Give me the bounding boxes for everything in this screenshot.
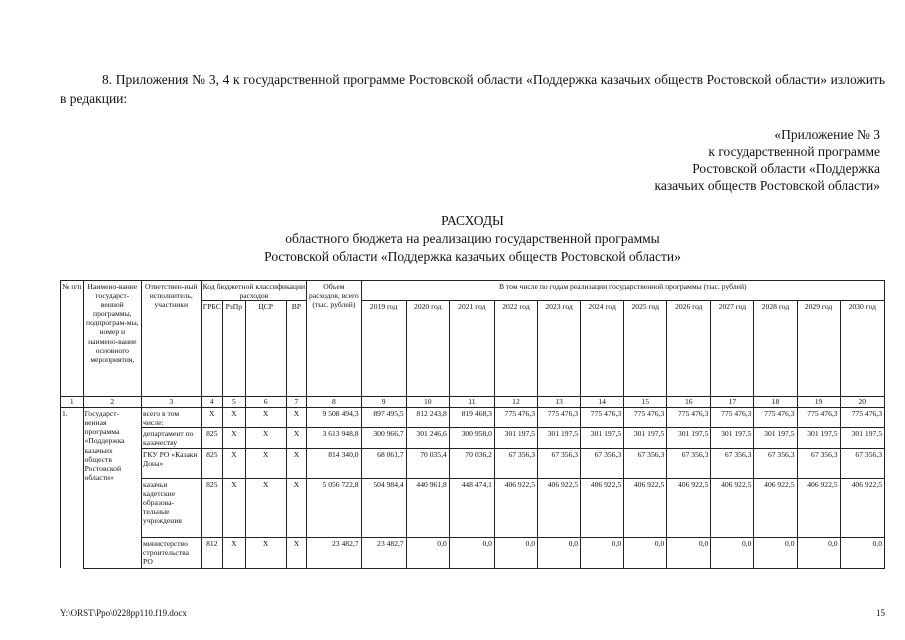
intro-paragraph: 8. Приложения № 3, 4 к государственной программе Ростовской области «Поддержка казачьих обществ Ростовской области» изложить в редакции: <box>60 72 885 106</box>
row-csr: X <box>245 428 286 448</box>
appendix-line: казачьих обществ Ростовской области» <box>654 178 880 193</box>
header-year: 2020 год <box>406 301 449 397</box>
header-year: 2027 год <box>711 301 754 397</box>
row-year-value: 0,0 <box>754 537 797 568</box>
appendix-line: Ростовской области «Поддержка <box>692 161 880 176</box>
table-row <box>61 537 885 568</box>
row-year-value: 775 476,3 <box>840 408 884 428</box>
column-number: 9 <box>361 397 406 408</box>
row-total: 814 340,0 <box>307 448 361 478</box>
row-rzpr: X <box>223 478 246 537</box>
table-row <box>61 408 885 428</box>
row-year-value: 300 966,7 <box>361 428 406 448</box>
header-year: 2024 год <box>581 301 624 397</box>
header-budget-code: Код бюджетной классификации расходов <box>202 282 306 301</box>
column-number: 15 <box>624 397 667 408</box>
row-total: 23 482,7 <box>307 537 361 568</box>
header-year: 2021 год <box>449 301 494 397</box>
row-rzpr: X <box>223 448 246 478</box>
row-year-value: 301 246,6 <box>406 428 449 448</box>
row-year-value: 301 197,5 <box>840 428 884 448</box>
row-year-value: 301 197,5 <box>624 428 667 448</box>
row-year-value: 406 922,5 <box>754 478 797 537</box>
column-number: 12 <box>494 397 537 408</box>
column-number: 17 <box>711 397 754 408</box>
row-responsible: казачьи кадетские образова-тельные учреждения <box>142 478 202 537</box>
row-vr: X <box>286 408 307 428</box>
column-number: 18 <box>754 397 797 408</box>
row-year-value: 0,0 <box>840 537 884 568</box>
row-vr: X <box>286 428 307 448</box>
row-year-value: 897 495,5 <box>361 408 406 428</box>
row-year-value: 67 356,3 <box>711 448 754 478</box>
row-year-value: 0,0 <box>449 537 494 568</box>
row-year-value: 406 922,5 <box>624 478 667 537</box>
row-year-value: 67 356,3 <box>754 448 797 478</box>
header-vr: ВР <box>286 301 307 397</box>
row-year-value: 300 958,0 <box>449 428 494 448</box>
header-row <box>61 281 885 301</box>
row-year-value: 0,0 <box>538 537 581 568</box>
column-number: 6 <box>245 397 286 408</box>
row-year-value: 0,0 <box>797 537 840 568</box>
row-year-value: 775 476,3 <box>754 408 797 428</box>
row-year-value: 0,0 <box>494 537 537 568</box>
row-year-value: 67 356,3 <box>667 448 711 478</box>
row-year-value: 406 922,5 <box>581 478 624 537</box>
row-responsible: ГКУ РО «Казаки Дона» <box>142 448 202 478</box>
row-year-value: 301 197,5 <box>667 428 711 448</box>
row-year-value: 70 036,2 <box>449 448 494 478</box>
header-responsible: Ответствен-ный исполнитель, участники <box>142 281 202 397</box>
row-csr: X <box>245 448 286 478</box>
column-number: 5 <box>223 397 246 408</box>
row-csr: X <box>245 478 286 537</box>
expenses-table <box>60 280 885 569</box>
column-number: 2 <box>83 397 141 408</box>
row-year-value: 406 922,5 <box>494 478 537 537</box>
row-csr: X <box>245 408 286 428</box>
program-number: 1. <box>61 408 84 568</box>
column-number: 14 <box>581 397 624 408</box>
row-year-value: 301 197,5 <box>797 428 840 448</box>
row-year-value: 504 984,4 <box>361 478 406 537</box>
row-rzpr: X <box>223 428 246 448</box>
file-path: Y:\ORST\Ppo\0228pp110.f19.docx <box>60 608 187 618</box>
row-year-value: 301 197,5 <box>754 428 797 448</box>
row-grbs: 825 <box>201 428 223 448</box>
row-rzpr: X <box>223 408 246 428</box>
title-line: областного бюджета на реализацию государственной программы <box>285 231 660 246</box>
header-total: Объем расходов, всего (тыс. рублей) <box>307 281 361 397</box>
column-number-row <box>61 397 885 408</box>
row-year-value: 775 476,3 <box>624 408 667 428</box>
table-row <box>61 478 885 537</box>
row-year-value: 67 356,3 <box>581 448 624 478</box>
header-year: 2026 год <box>667 301 711 397</box>
header-number: № п/п <box>61 281 84 397</box>
row-year-value: 775 476,3 <box>797 408 840 428</box>
row-year-value: 0,0 <box>624 537 667 568</box>
column-number: 19 <box>797 397 840 408</box>
row-year-value: 70 035,4 <box>406 448 449 478</box>
row-year-value: 67 356,3 <box>494 448 537 478</box>
row-year-value: 23 482,7 <box>361 537 406 568</box>
row-year-value: 0,0 <box>406 537 449 568</box>
program-name: Государст-венная программа «Поддержка казачьих обществ Ростовской области» <box>83 408 141 568</box>
row-year-value: 775 476,3 <box>538 408 581 428</box>
row-year-value: 67 356,3 <box>624 448 667 478</box>
header-grbs: ГРБС <box>201 301 223 397</box>
row-responsible: департамент по казачеству <box>142 428 202 448</box>
header-years-group: В том числе по годам реализации государственной программы (тыс. рублей) <box>361 281 884 301</box>
row-year-value: 406 922,5 <box>840 478 884 537</box>
row-rzpr: X <box>223 537 246 568</box>
row-year-value: 0,0 <box>581 537 624 568</box>
row-year-value: 775 476,3 <box>711 408 754 428</box>
row-total: 9 508 494,3 <box>307 408 361 428</box>
row-grbs: 812 <box>201 537 223 568</box>
column-number: 10 <box>406 397 449 408</box>
column-number: 11 <box>449 397 494 408</box>
header-year: 2025 год <box>624 301 667 397</box>
header-year: 2029 год <box>797 301 840 397</box>
page-number: 15 <box>876 608 885 618</box>
row-year-value: 0,0 <box>711 537 754 568</box>
row-responsible: всего в том числе: <box>142 408 202 428</box>
row-year-value: 775 476,3 <box>581 408 624 428</box>
column-number: 4 <box>201 397 223 408</box>
row-year-value: 67 356,3 <box>797 448 840 478</box>
row-total: 3 613 948,8 <box>307 428 361 448</box>
table-row <box>61 428 885 448</box>
header-year: 2030 год <box>840 301 884 397</box>
column-number: 8 <box>307 397 361 408</box>
title-line: Ростовской области «Поддержка казачьих обществ Ростовской области» <box>264 249 681 264</box>
row-grbs: 825 <box>201 478 223 537</box>
row-year-value: 406 922,5 <box>711 478 754 537</box>
header-year: 2022 год <box>494 301 537 397</box>
header-rzpr: РзПр <box>223 301 246 397</box>
appendix-line: к государственной программе <box>708 144 880 159</box>
row-grbs: X <box>201 408 223 428</box>
row-year-value: 812 243,8 <box>406 408 449 428</box>
header-csr: ЦСР <box>245 301 286 397</box>
row-year-value: 448 474,1 <box>449 478 494 537</box>
row-year-value: 68 061,7 <box>361 448 406 478</box>
row-year-value: 775 476,3 <box>494 408 537 428</box>
column-number: 1 <box>61 397 84 408</box>
header-program-name: Наимено-вание государст-венной программы, подпрограм-мы, номер и наимено-вание основного мероприятия, <box>83 281 141 397</box>
column-number: 20 <box>840 397 884 408</box>
row-year-value: 0,0 <box>667 537 711 568</box>
row-year-value: 406 922,5 <box>538 478 581 537</box>
column-number: 13 <box>538 397 581 408</box>
table-row <box>61 448 885 478</box>
row-year-value: 67 356,3 <box>538 448 581 478</box>
header-year: 2019 год <box>361 301 406 397</box>
row-csr: X <box>245 537 286 568</box>
header-year: 2023 год <box>538 301 581 397</box>
row-year-value: 301 197,5 <box>581 428 624 448</box>
row-year-value: 440 961,8 <box>406 478 449 537</box>
row-year-value: 301 197,5 <box>711 428 754 448</box>
row-vr: X <box>286 448 307 478</box>
column-number: 3 <box>142 397 202 408</box>
column-number: 16 <box>667 397 711 408</box>
appendix-header <box>590 126 880 194</box>
document-title <box>60 212 885 266</box>
row-year-value: 775 476,3 <box>667 408 711 428</box>
row-year-value: 301 197,5 <box>538 428 581 448</box>
header-year: 2028 год <box>754 301 797 397</box>
column-number: 7 <box>286 397 307 408</box>
row-year-value: 406 922,5 <box>797 478 840 537</box>
row-year-value: 819 468,3 <box>449 408 494 428</box>
row-vr: X <box>286 478 307 537</box>
row-grbs: 825 <box>201 448 223 478</box>
row-vr: X <box>286 537 307 568</box>
row-year-value: 301 197,5 <box>494 428 537 448</box>
row-year-value: 67 356,3 <box>840 448 884 478</box>
row-total: 5 056 722,8 <box>307 478 361 537</box>
row-year-value: 406 922,5 <box>667 478 711 537</box>
row-responsible: министерство строительства РО <box>142 537 202 568</box>
appendix-line: «Приложение № 3 <box>774 127 880 142</box>
title-line: РАСХОДЫ <box>441 213 504 228</box>
